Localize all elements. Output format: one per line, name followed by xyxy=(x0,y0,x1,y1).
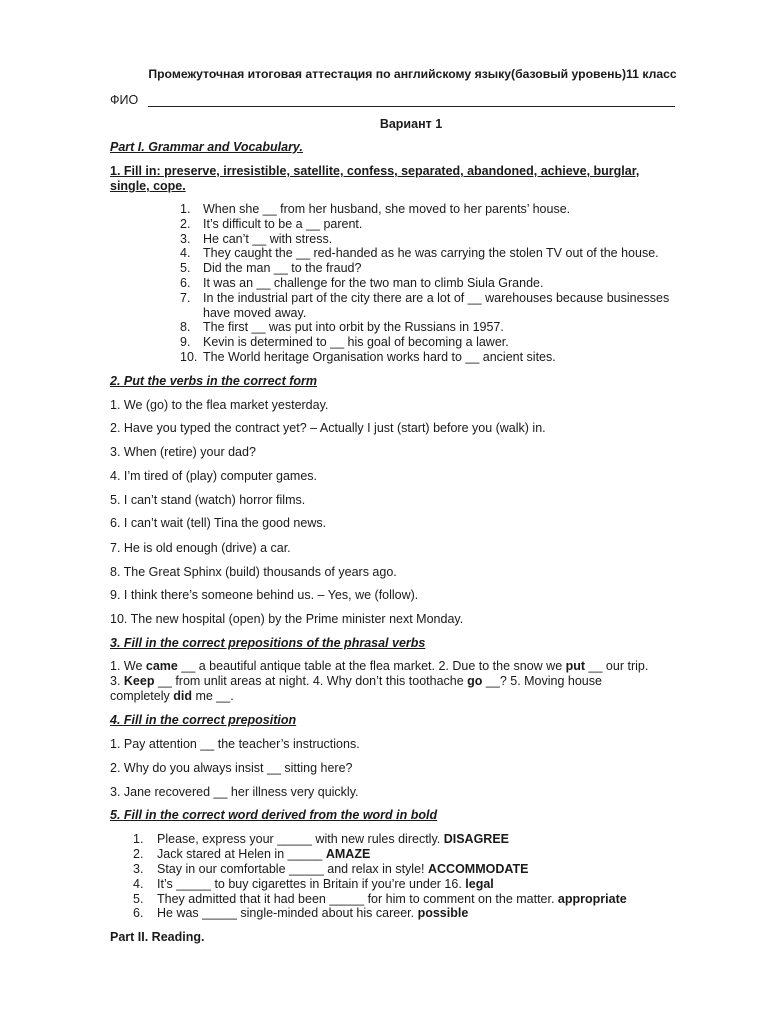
text-run: me __. xyxy=(191,689,234,703)
item-number: 6. xyxy=(180,275,191,290)
bold-word: ACCOMMODATE xyxy=(427,861,529,876)
variant-label: Вариант 1 xyxy=(379,117,443,131)
text-run: __ our trip. xyxy=(585,659,649,673)
document-title: Промежуточная итоговая аттестация по английскому языку(базовый уровень)11 класс xyxy=(148,67,677,81)
task3-line-2 xyxy=(110,674,700,689)
task2-item: 10. The new hospital (open) by the Prime minister next Monday. xyxy=(110,612,464,626)
task2-item: 4. I’m tired of (play) computer games. xyxy=(110,469,318,483)
item-number: 9. xyxy=(180,335,191,350)
text-run: __ from unlit areas at night. 4. Why don’t this toothache xyxy=(154,674,468,688)
part2-title: Part II. Reading. xyxy=(110,930,205,944)
item-text xyxy=(157,892,627,907)
item-text: They caught the __ red-handed as he was carrying the stolen TV out of the house. xyxy=(203,246,659,261)
task2-item: 1. We (go) to the flea market yesterday. xyxy=(110,398,329,412)
task2-item: 3. When (retire) your dad? xyxy=(110,445,256,459)
text-run: __? 5. Moving house xyxy=(482,674,602,688)
task2-heading: 2. Put the verbs in the correct form xyxy=(110,374,317,388)
bold-verb: go xyxy=(467,674,483,688)
item-number: 1. xyxy=(133,832,144,846)
item-text xyxy=(157,862,528,877)
bold-verb: put xyxy=(565,659,586,673)
item-text: When she __ from her husband, she moved to her parents’ house. xyxy=(203,202,571,216)
item-text xyxy=(157,877,494,892)
item-sentence: Jack stared at Helen in _____ xyxy=(157,846,326,861)
text-run: __ a beautiful antique table at the flea market. 2. Due to the snow we xyxy=(177,659,566,673)
bold-word: AMAZE xyxy=(325,846,371,861)
item-number: 4. xyxy=(133,876,144,891)
item-number: 8. xyxy=(180,320,191,335)
item-text xyxy=(157,847,370,862)
item-number: 1. xyxy=(180,202,191,216)
item-sentence: They admitted that it had been _____ for him to comment on the matter. xyxy=(157,891,558,906)
text-run: 3. xyxy=(110,674,124,688)
bold-word: possible xyxy=(417,906,469,921)
item-text: It was an __ challenge for the two man to climb Siula Grande. xyxy=(203,275,544,290)
item-number: 4. xyxy=(180,246,191,261)
item-text: He can’t __ with stress. xyxy=(203,231,333,246)
task1-heading-line2: single, cope. xyxy=(110,179,186,193)
bold-verb: Keep xyxy=(123,674,155,688)
item-sentence: He was _____ single-minded about his career. xyxy=(157,906,418,921)
task4-item: 1. Pay attention __ the teacher’s instructions. xyxy=(110,737,360,751)
task2-item: 8. The Great Sphinx (build) thousands of years ago. xyxy=(110,565,397,579)
item-sentence: It’s _____ to buy cigarettes in Britain if you’re under 16. xyxy=(157,876,466,891)
task4-item: 3. Jane recovered __ her illness very quickly. xyxy=(110,785,359,799)
task2-item: 2. Have you typed the contract yet? – Actually I just (start) before you (walk) in. xyxy=(110,421,546,435)
item-number: 3. xyxy=(180,231,191,246)
item-number: 5. xyxy=(180,261,191,276)
item-number: 3. xyxy=(133,861,144,876)
item-number: 7. xyxy=(180,290,191,305)
text-run: completely xyxy=(110,689,174,703)
bold-word: legal xyxy=(465,876,494,891)
task4-item: 2. Why do you always insist __ sitting here? xyxy=(110,761,353,775)
task2-item: 9. I think there’s someone behind us. – Yes, we (follow). xyxy=(110,588,419,602)
item-text: Kevin is determined to __ his goal of becoming a lawer. xyxy=(203,335,509,350)
item-text: The first __ was put into orbit by the Russians in 1957. xyxy=(203,320,504,335)
item-text xyxy=(157,906,468,921)
task2-item: 6. I can’t wait (tell) Tina the good news. xyxy=(110,516,327,530)
text-run: 1. We xyxy=(110,659,146,673)
task3-paragraph xyxy=(110,659,700,704)
item-sentence: Stay in our comfortable _____ and relax in style! xyxy=(157,861,428,876)
task3-line-3 xyxy=(110,689,700,704)
item-text: In the industrial part of the city there are a lot of __ warehouses because businesses xyxy=(203,290,670,305)
item-text: It’s difficult to be a __ parent. xyxy=(203,216,363,231)
bold-word: DISAGREE xyxy=(443,832,510,846)
item-number: 6. xyxy=(133,906,144,921)
item-number: 2. xyxy=(180,216,191,231)
task2-item: 5. I can’t stand (watch) horror films. xyxy=(110,493,306,507)
item-text: have moved away. xyxy=(203,305,307,320)
bold-verb: did xyxy=(173,689,192,703)
item-number: 5. xyxy=(133,891,144,906)
task2-item: 7. He is old enough (drive) a car. xyxy=(110,541,291,555)
task1-heading-line1: 1. Fill in: preserve, irresistible, satellite, confess, separated, abandoned, achieve, burglar, xyxy=(110,164,640,178)
task5-heading: 5. Fill in the correct word derived from the word in bold xyxy=(110,808,438,822)
task4-heading: 4. Fill in the correct preposition xyxy=(110,713,297,727)
item-number: 10. xyxy=(180,349,198,364)
bold-word: appropriate xyxy=(557,891,627,906)
item-text xyxy=(157,832,509,847)
item-text: The World heritage Organisation works hard to __ ancient sites. xyxy=(203,349,556,364)
task3-line-1 xyxy=(110,659,700,674)
item-sentence: Please, express your _____ with new rules directly. xyxy=(157,832,444,846)
fio-field-line[interactable] xyxy=(148,106,675,107)
bold-verb: came xyxy=(145,659,178,673)
item-number: 2. xyxy=(133,846,144,861)
item-text: Did the man __ to the fraud? xyxy=(203,261,362,276)
task3-heading: 3. Fill in the correct prepositions of the phrasal verbs xyxy=(110,636,426,650)
part1-title: Part I. Grammar and Vocabulary. xyxy=(110,140,303,154)
fio-label: ФИО xyxy=(110,93,139,107)
